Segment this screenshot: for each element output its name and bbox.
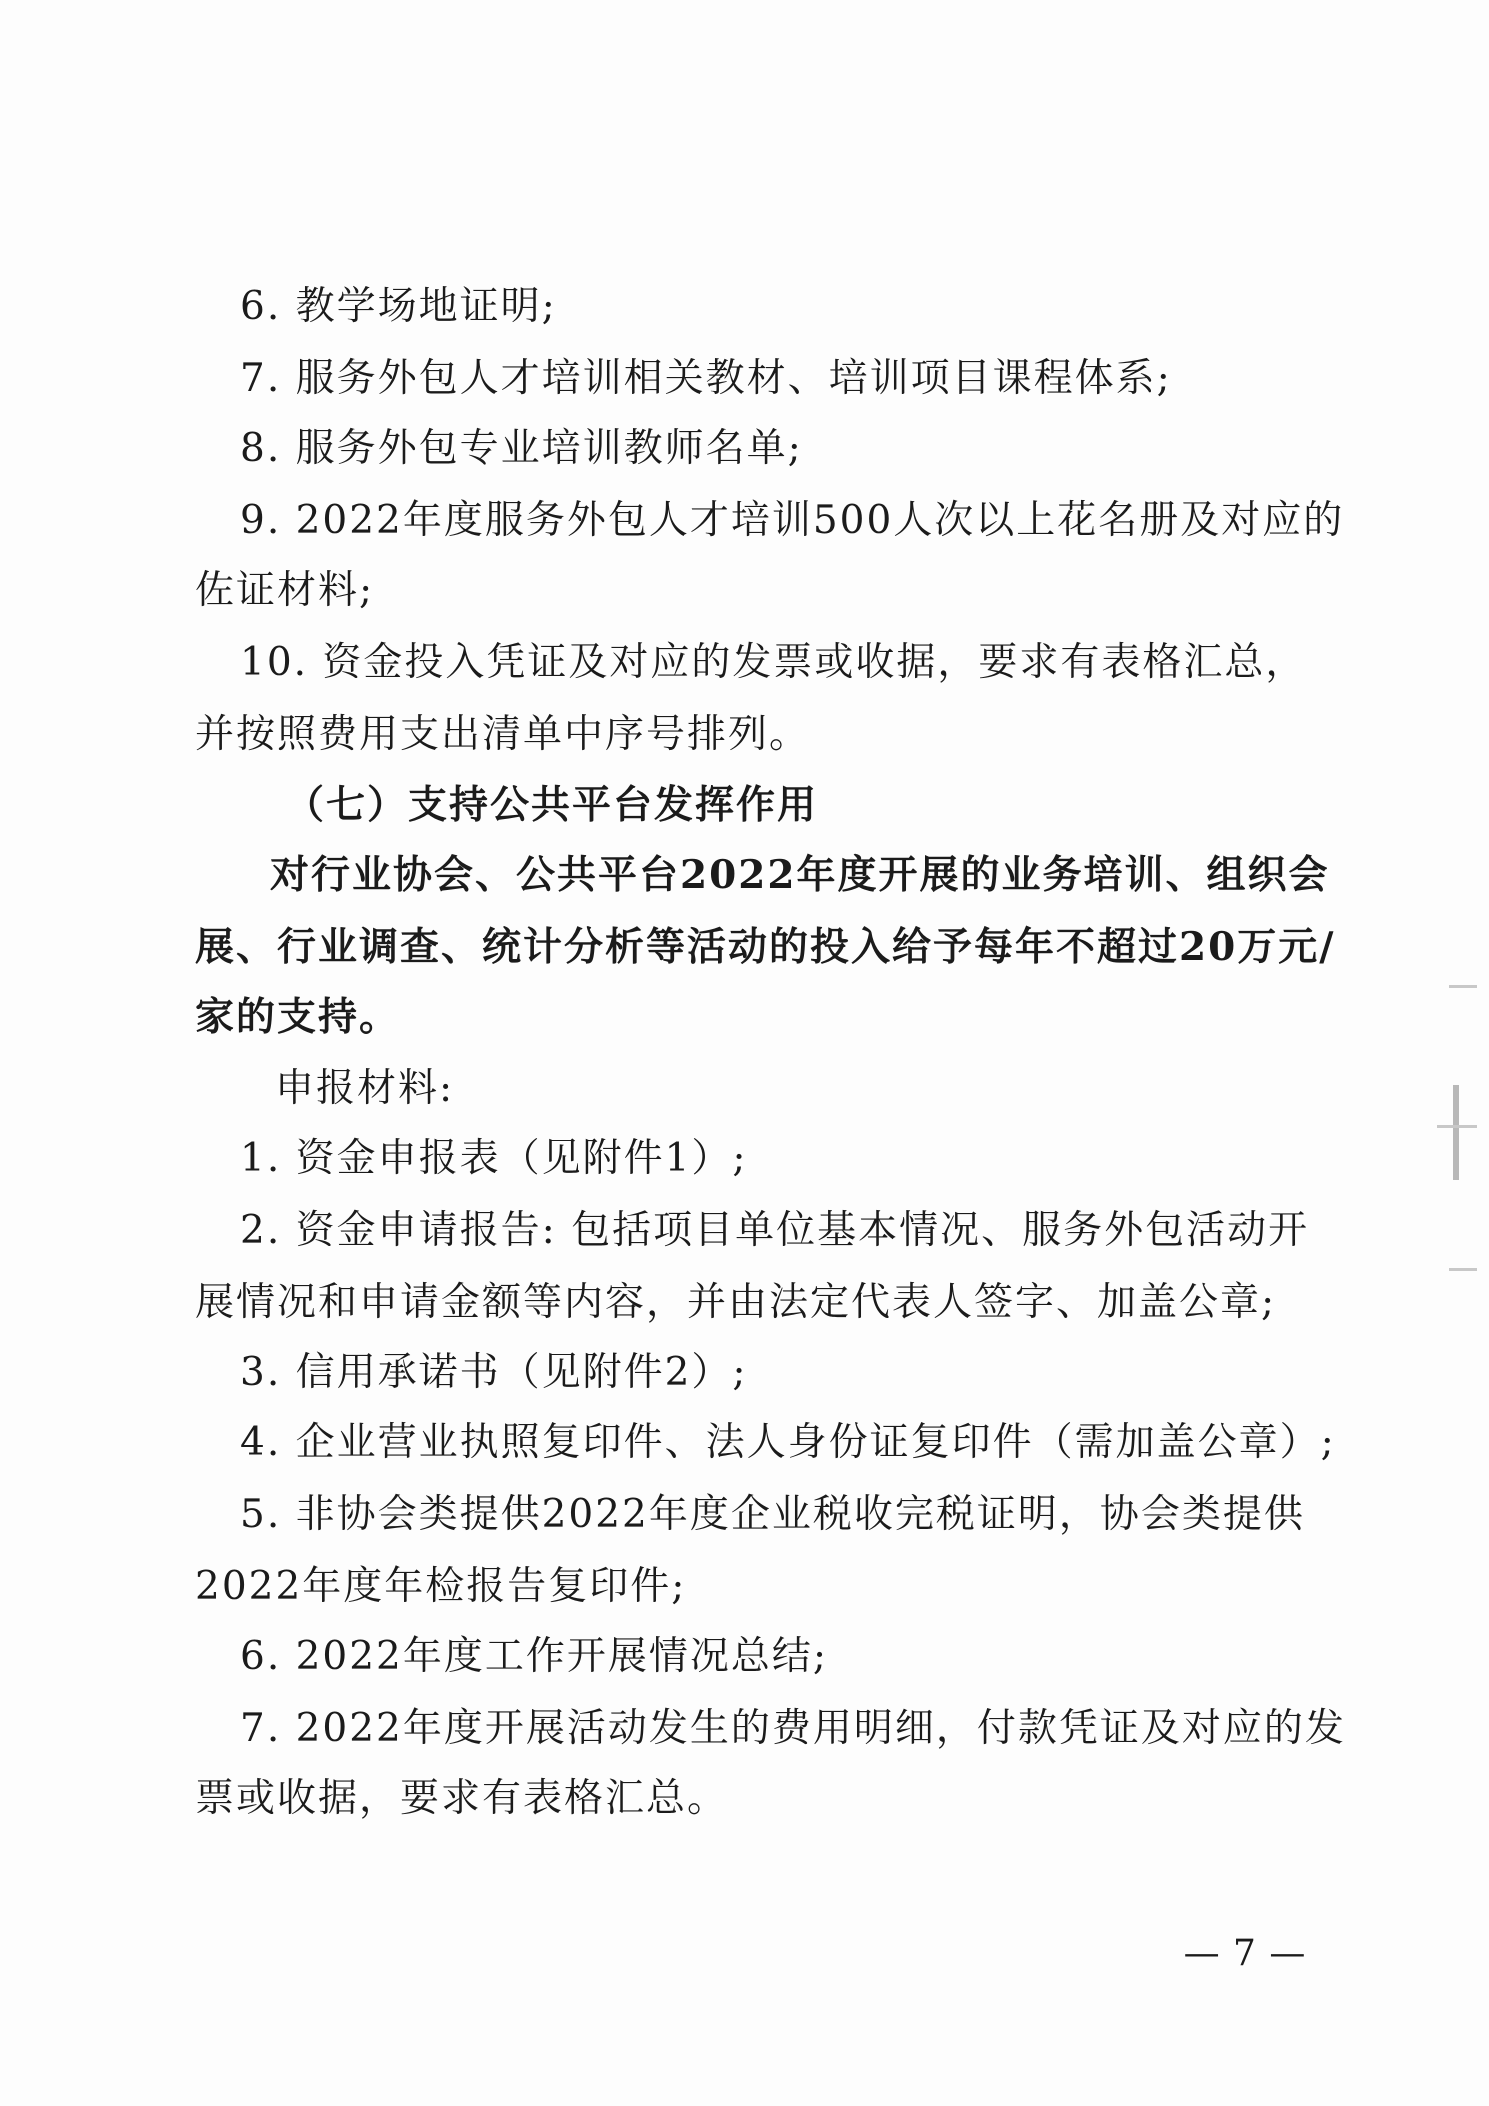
- application-materials-heading: 申报材料:: [275, 1066, 455, 1111]
- materials-item-5-continuation: 2022年度年检报告复印件;: [195, 1564, 687, 1609]
- list-item-9-training-roster: 9. 2022年度服务外包人才培训500人次以上花名册及对应的: [240, 498, 1345, 543]
- materials-item-6: 6. 2022年度工作开展情况总结;: [240, 1634, 828, 1679]
- bold-policy-paragraph-line-1: 对行业协会、公共平台2022年度开展的业务培训、组织会: [270, 852, 1330, 898]
- materials-item-5: 5. 非协会类提供2022年度企业税收完税证明，协会类提供: [240, 1492, 1305, 1537]
- binding-mark-line: [1449, 1268, 1477, 1271]
- bold-policy-paragraph-line-3: 家的支持。: [195, 994, 401, 1040]
- bold-policy-paragraph-line-2: 展、行业调查、统计分析等活动的投入给予每年不超过20万元/: [195, 924, 1336, 970]
- list-item-9-continuation: 佐证材料;: [195, 568, 375, 613]
- page-number: — 7 —: [1183, 1933, 1307, 1974]
- materials-item-3: 3. 信用承诺书（见附件2）;: [240, 1350, 748, 1395]
- materials-item-7-continuation: 票或收据，要求有表格汇总。: [195, 1776, 729, 1821]
- materials-item-2: 2. 资金申请报告: 包括项目单位基本情况、服务外包活动开: [240, 1208, 1310, 1253]
- list-item-10-continuation: 并按照费用支出清单中序号排列。: [195, 712, 811, 757]
- materials-item-2-continuation: 展情况和申请金额等内容，并由法定代表人签字、加盖公章;: [195, 1280, 1277, 1325]
- binding-mark-line: [1437, 1125, 1477, 1128]
- list-item-6-teaching-venue: 6. 教学场地证明;: [240, 284, 557, 329]
- materials-item-1: 1. 资金申报表（见附件1）;: [240, 1136, 748, 1181]
- list-item-8-teacher-list: 8. 服务外包专业培训教师名单;: [240, 426, 803, 471]
- section-heading-public-platforms: （七）支持公共平台发挥作用: [285, 782, 819, 828]
- list-item-7-training-materials: 7. 服务外包人才培训相关教材、培训项目课程体系;: [240, 356, 1172, 401]
- materials-item-7: 7. 2022年度开展活动发生的费用明细，付款凭证及对应的发: [240, 1706, 1346, 1751]
- binding-mark-line: [1449, 985, 1477, 988]
- materials-item-4: 4. 企业营业执照复印件、法人身份证复印件（需加盖公章）;: [240, 1420, 1336, 1465]
- binding-mark-bar: [1453, 1085, 1459, 1180]
- list-item-10-investment-proof: 10. 资金投入凭证及对应的发票或收据，要求有表格汇总，: [240, 640, 1307, 685]
